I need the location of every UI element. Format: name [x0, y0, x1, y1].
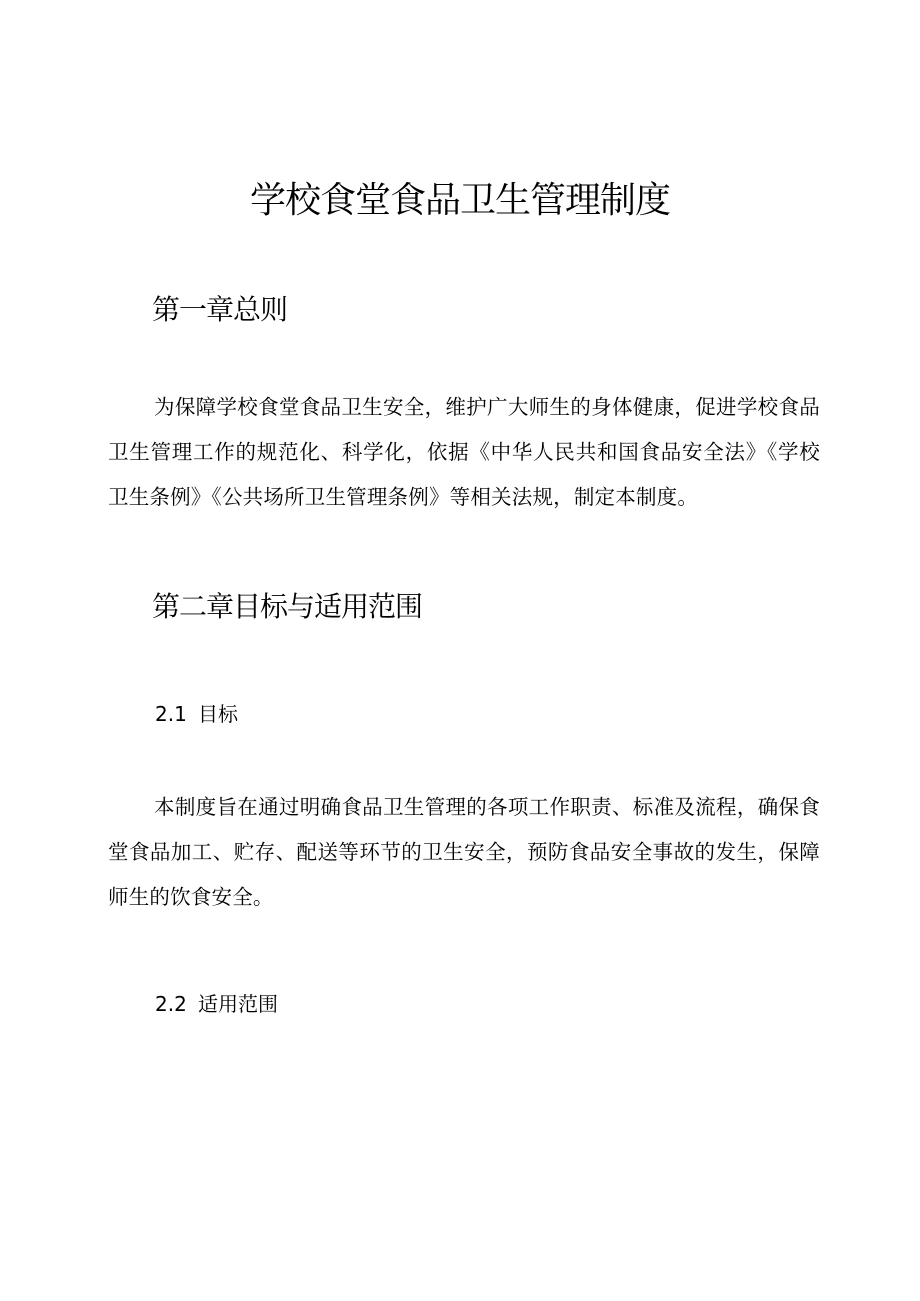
chapter-2-heading: 第二章目标与适用范围 — [152, 590, 423, 623]
section-2-1-heading — [155, 700, 238, 728]
section-2-2-heading — [155, 990, 278, 1018]
section-2-1-title: 目标 — [198, 702, 238, 726]
section-2-2-number: 2.2 — [155, 992, 187, 1016]
section-2-1-number: 2.1 — [155, 702, 187, 726]
chapter-1-heading: 第一章总则 — [152, 293, 288, 326]
document-title: 学校食堂食品卫生管理制度 — [249, 180, 670, 221]
section-2-2-title: 适用范围 — [198, 992, 278, 1016]
section-2-1-paragraph: 本制度旨在通过明确食品卫生管理的各项工作职责、标准及流程，确保食堂食品加工、贮存、配送等环节的卫生安全，预防食品安全事故的发生，保障师生的饮食安全。 — [108, 795, 820, 909]
chapter-1-paragraph: 为保障学校食堂食品卫生安全，维护广大师生的身体健康，促进学校食品卫生管理工作的规范化、科学化，依据《中华人民共和国食品安全法》《学校卫生条例》《公共场所卫生管理条例》等相关法规，制定本制度。 — [108, 395, 820, 509]
